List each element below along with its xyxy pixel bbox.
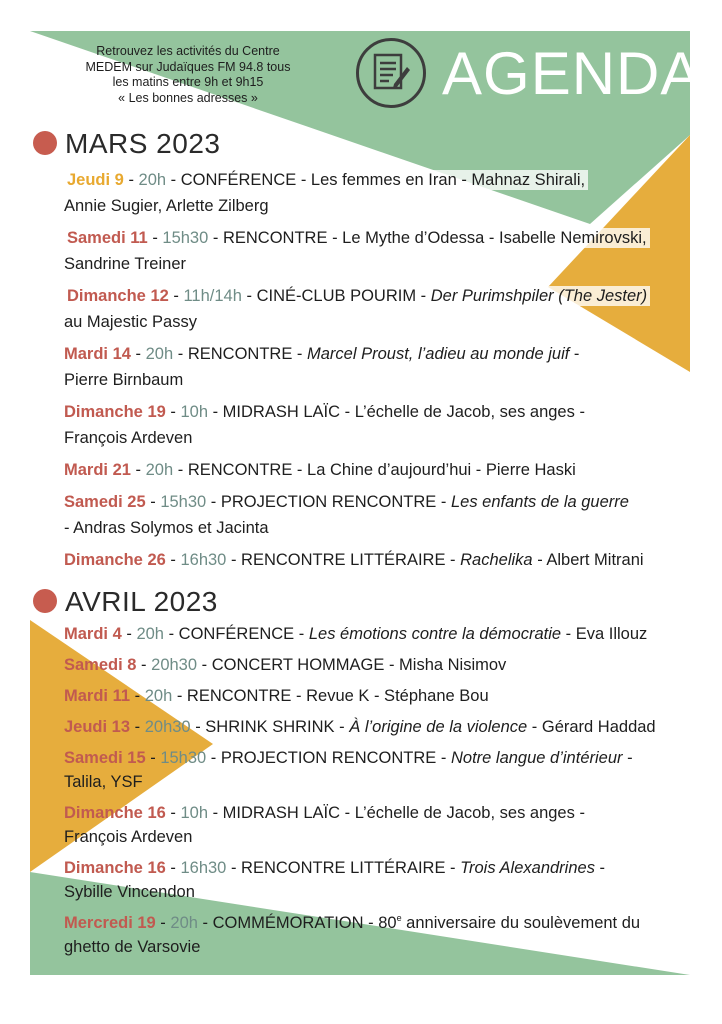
event-title: À l’origine de la violence: [349, 718, 528, 736]
radio-notice: [58, 44, 318, 106]
event-time: 16h30: [180, 551, 227, 569]
event-item: Dimanche 19 - 10h - MIDRASH LAÏC - L’échelle de Jacob, ses anges - François Ardeven: [64, 403, 585, 447]
event-item: Dimanche 16 - 16h30 - RENCONTRE LITTÉRAIRE - Trois Alexandrines - Sybille Vincendon: [64, 859, 606, 901]
event-line2: Talila, YSF: [64, 773, 143, 791]
event-text: Misha Nisimov: [399, 656, 507, 674]
event-time: 20h: [145, 461, 174, 479]
event-day: Jeudi 13: [64, 718, 131, 736]
event-category: RENCONTRE: [187, 345, 293, 363]
event-category: MIDRASH LAÏC: [222, 403, 341, 421]
event-time: 20h30: [151, 656, 198, 674]
event-time: 15h30: [160, 493, 207, 511]
event-day: Mardi 21: [64, 461, 131, 479]
event-category: RENCONTRE LITTÉRAIRE: [241, 551, 446, 569]
event-after: Albert Mitrani: [546, 551, 644, 569]
event-category: PROJECTION RENCONTRE: [220, 749, 437, 767]
event-item: Dimanche 16 - 10h - MIDRASH LAÏC - L’échelle de Jacob, ses anges - François Ardeven: [64, 804, 585, 846]
event-time: 10h: [180, 403, 208, 421]
event-category: RENCONTRE: [222, 229, 328, 247]
event-text: La Chine d’aujourd’hui - Pierre Haski: [307, 461, 576, 479]
event-item: Mardi 4 - 20h - CONFÉRENCE - Les émotions contre la démocratie - Eva Illouz: [64, 625, 648, 643]
event-item: Dimanche 26 - 16h30 - RENCONTRE LITTÉRAIRE - Rachelika - Albert Mitrani: [64, 551, 644, 569]
event-time: 10h: [180, 804, 208, 822]
radio-line: MEDEM sur Judaïques FM 94.8 tous: [85, 59, 291, 74]
event-line2: au Majestic Passy: [64, 313, 197, 331]
event-day: Mardi 4: [64, 625, 122, 643]
event-day: Samedi 15: [64, 749, 146, 767]
event-item: Dimanche 12 - 11h/14h - CINÉ-CLUB POURIM - Der Purimshpiler (The Jester) au Majestic Passy: [64, 283, 704, 335]
event-day: Dimanche 26: [64, 551, 166, 569]
event-time: 11h/14h: [183, 287, 242, 305]
event-day: Dimanche 16: [64, 804, 166, 822]
event-title: Notre langue d’intérieur: [450, 749, 623, 767]
event-text: L’échelle de Jacob, ses anges -: [354, 403, 585, 421]
event-title: Der Purimshpiler (The Jester): [430, 287, 648, 305]
document-pen-icon: [356, 38, 426, 108]
event-item: Samedi 11 - 15h30 - RENCONTRE - Le Mythe d’Odessa - Isabelle Nemirovski, Sandrine Treiner: [64, 225, 704, 277]
event-line2: Sybille Vincendon: [64, 883, 195, 901]
event-time: 16h30: [180, 859, 227, 877]
event-text: anniversaire du soulèvement du: [406, 914, 641, 932]
event-day: Samedi 8: [64, 656, 137, 674]
event-title: Marcel Proust, l’adieu au monde juif: [307, 345, 570, 363]
event-time: 20h: [145, 345, 174, 363]
agenda-title: AGENDA: [442, 40, 702, 107]
radio-line: « Les bonnes adresses »: [118, 90, 258, 105]
event-category: RENCONTRE LITTÉRAIRE: [241, 859, 446, 877]
event-line2: - Andras Solymos et Jacinta: [64, 519, 269, 537]
event-line2: François Ardeven: [64, 429, 193, 447]
event-line2: ghetto de Varsovie: [64, 938, 201, 956]
event-text: 80: [378, 914, 397, 932]
event-day: Mercredi 19: [64, 914, 156, 932]
event-time: 20h: [136, 625, 164, 643]
event-line2: François Ardeven: [64, 828, 193, 846]
event-item: Mardi 11 - 20h - RENCONTRE - Revue K - Stéphane Bou: [64, 687, 489, 705]
event-line2: Annie Sugier, Arlette Zilberg: [64, 197, 269, 215]
event-sup: e: [396, 913, 402, 923]
event-item: Samedi 15 - 15h30 - PROJECTION RENCONTRE - Notre langue d’intérieur - Talila, YSF: [64, 749, 633, 791]
event-item: Mardi 14 - 20h - RENCONTRE - Marcel Proust, l’adieu au monde juif - Pierre Birnbaum: [64, 345, 580, 389]
event-category: MIDRASH LAÏC: [222, 804, 341, 822]
event-after: Gérard Haddad: [541, 718, 656, 736]
event-category: RENCONTRE: [187, 461, 293, 479]
event-time: 20h: [138, 171, 167, 189]
event-category: CONFÉRENCE: [180, 171, 297, 189]
radio-line: Retrouvez les activités du Centre: [96, 44, 280, 58]
event-text: Le Mythe d’Odessa - Isabelle Nemirovski,: [342, 229, 647, 247]
event-category: RENCONTRE: [186, 687, 292, 705]
month-heading-mars: [33, 128, 220, 160]
month-heading-avril: [33, 586, 218, 618]
event-line2: Pierre Birnbaum: [64, 371, 184, 389]
event-item: Mercredi 19 - 20h - COMMÉMORATION - 80e anniversaire du soulèvement du ghetto de Varsovie: [64, 913, 641, 956]
event-category: SHRINK SHRINK: [205, 718, 335, 736]
event-title: Les émotions contre la démocratie: [308, 625, 562, 643]
hexagon-bullet-icon: [33, 589, 57, 613]
hexagon-bullet-icon: [33, 131, 57, 155]
event-day: Samedi 11: [67, 229, 148, 247]
event-after: Eva Illouz: [575, 625, 648, 643]
event-title: Rachelika: [460, 551, 533, 569]
events-mars: [64, 167, 704, 579]
event-time: 15h30: [160, 749, 207, 767]
event-day: Mardi 11: [64, 687, 131, 705]
event-category: CONFÉRENCE: [178, 625, 295, 643]
event-text: Revue K - Stéphane Bou: [306, 687, 489, 705]
event-title: Trois Alexandrines: [460, 859, 595, 877]
event-day: Dimanche 16: [64, 859, 166, 877]
month-label: AVRIL 2023: [65, 586, 218, 617]
event-day: Samedi 25: [64, 493, 146, 511]
event-text: L’échelle de Jacob, ses anges -: [354, 804, 585, 822]
event-category: COMMÉMORATION: [212, 914, 364, 932]
event-title: Les enfants de la guerre: [450, 493, 629, 511]
event-category: PROJECTION RENCONTRE: [220, 493, 437, 511]
event-day: Mardi 14: [64, 345, 131, 363]
event-item: Samedi 8 - 20h30 - CONCERT HOMMAGE - Misha Nisimov: [64, 656, 507, 674]
radio-line: les matins entre 9h et 9h15: [112, 75, 264, 89]
events-avril: [64, 622, 704, 966]
event-item: Jeudi 9 - 20h - CONFÉRENCE - Les femmes en Iran - Mahnaz Shirali, Annie Sugier, Arlette Zilberg: [64, 167, 704, 219]
event-time: 20h: [144, 687, 173, 705]
event-item: Mardi 21 - 20h - RENCONTRE - La Chine d’aujourd’hui - Pierre Haski: [64, 461, 576, 479]
event-item: Jeudi 13 - 20h30 - SHRINK SHRINK - À l’origine de la violence - Gérard Haddad: [64, 718, 656, 736]
event-time: 15h30: [162, 229, 209, 247]
event-line2: Sandrine Treiner: [64, 255, 186, 273]
event-text: Les femmes en Iran - Mahnaz Shirali,: [310, 171, 586, 189]
event-time: 20h30: [144, 718, 191, 736]
event-day: Jeudi 9: [67, 171, 124, 189]
event-category: CONCERT HOMMAGE: [211, 656, 385, 674]
event-category: CINÉ-CLUB POURIM: [256, 287, 417, 305]
event-item: Samedi 25 - 15h30 - PROJECTION RENCONTRE - Les enfants de la guerre - Andras Solymos et Jacinta: [64, 493, 629, 537]
event-day: Dimanche 12: [67, 287, 169, 305]
event-day: Dimanche 19: [64, 403, 166, 421]
month-label: MARS 2023: [65, 128, 221, 159]
event-time: 20h: [170, 914, 198, 932]
